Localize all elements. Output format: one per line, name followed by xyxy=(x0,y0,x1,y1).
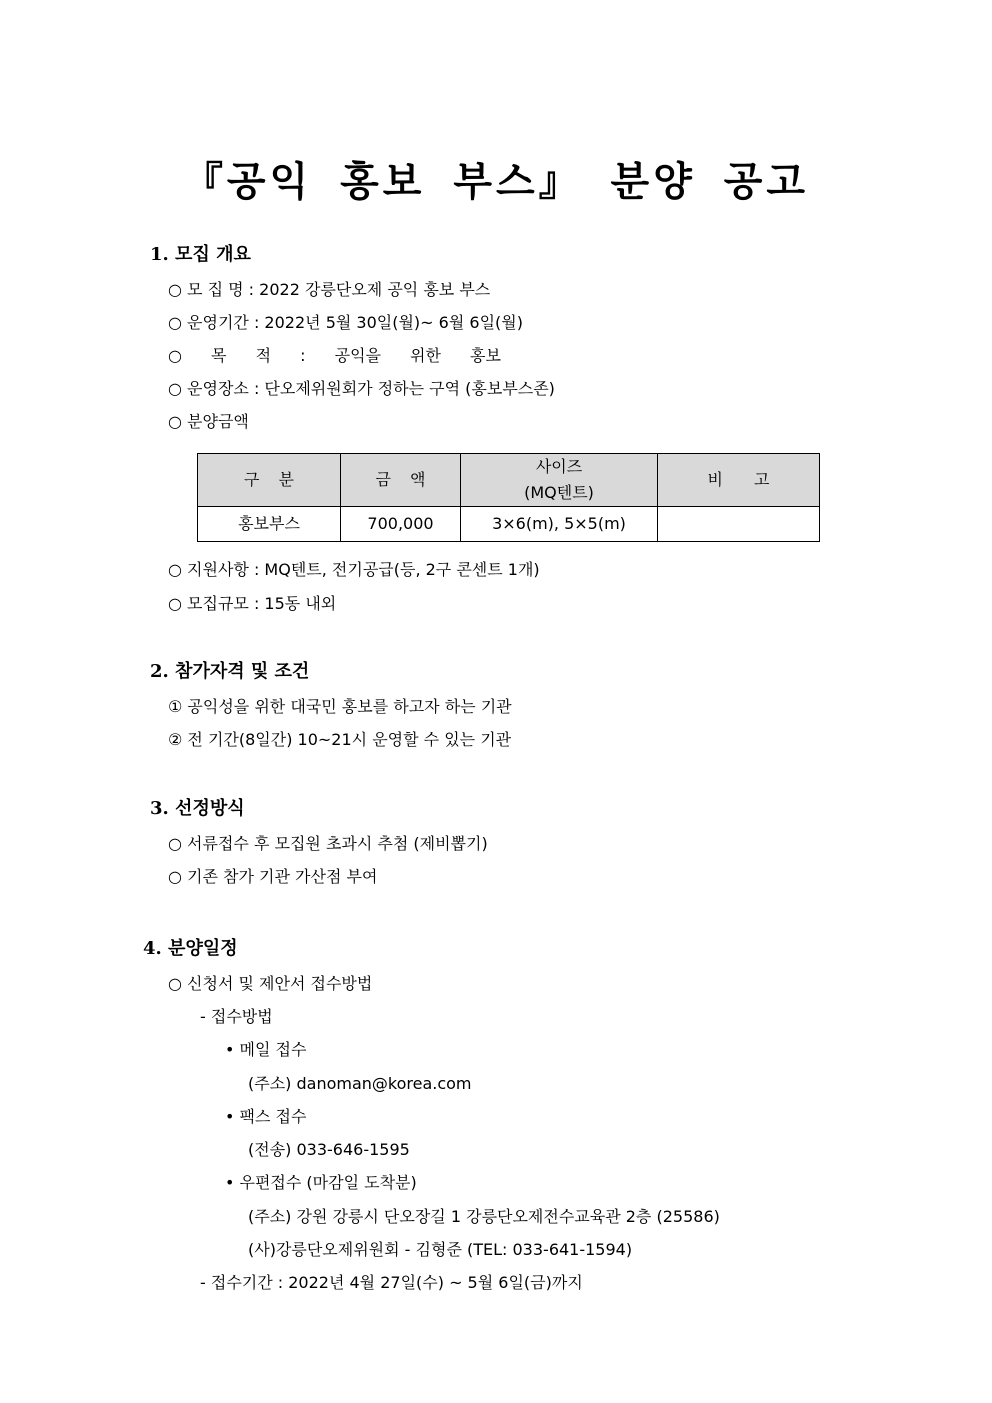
cell-amount: 700,000 xyxy=(341,507,461,542)
section-1-item-purpose: ○ 목 적 : 공익을 위한 홍보 xyxy=(168,346,501,365)
cell-category: 홍보부스 xyxy=(198,507,341,542)
section-1-item-period: ○ 운영기간 : 2022년 5월 30일(월)~ 6월 6일(월) xyxy=(168,313,523,332)
header-category: 구 분 xyxy=(198,454,341,507)
cell-remarks xyxy=(658,507,820,542)
section-4-post: • 우편접수 (마감일 도착분) xyxy=(225,1173,417,1192)
section-4-mail: • 메일 접수 xyxy=(225,1040,307,1059)
header-remarks: 비 고 xyxy=(658,454,820,507)
section-4-item-method: ○ 신청서 및 제안서 접수방법 xyxy=(168,974,373,993)
section-4-post-address: (주소) 강원 강릉시 단오장길 1 강릉단오제전수교육관 2층 (25586) xyxy=(248,1207,720,1226)
section-1-item-scale: ○ 모집규모 : 15동 내외 xyxy=(168,594,337,613)
section-4-post-contact: (사)강릉단오제위원회 - 김형준 (TEL: 033-641-1594) xyxy=(248,1240,633,1259)
header-amount: 금 액 xyxy=(341,454,461,507)
section-3-heading: 3. 선정방식 xyxy=(150,798,245,819)
section-4-heading: 4. 분양일정 xyxy=(143,938,238,959)
section-3-item-1: ○ 서류접수 후 모집원 초과시 추첨 (제비뽑기) xyxy=(168,834,488,853)
header-size-sub-label: (MQ텐트) xyxy=(524,483,594,502)
section-1-item-price: ○ 분양금액 xyxy=(168,412,249,431)
cell-size: 3×6(m), 5×5(m) xyxy=(461,507,658,542)
document-title: 『공익 홍보 부스』 분양 공고 xyxy=(182,158,810,205)
price-table-row xyxy=(198,507,820,542)
section-1-item-support: ○ 지원사항 : MQ텐트, 전기공급(등, 2구 콘센트 1개) xyxy=(168,560,540,579)
header-size-label: 사이즈 xyxy=(535,457,583,476)
section-3-item-2: ○ 기존 참가 기관 가산점 부여 xyxy=(168,867,378,886)
section-4-fax: • 팩스 접수 xyxy=(225,1107,307,1126)
section-1-heading: 1. 모집 개요 xyxy=(150,244,251,265)
section-4-sub-period: - 접수기간 : 2022년 4월 27일(수) ~ 5월 6일(금)까지 xyxy=(200,1273,583,1292)
section-1-item-name: ○ 모 집 명 : 2022 강릉단오제 공익 홍보 부스 xyxy=(168,280,491,299)
section-2-item-2: ② 전 기간(8일간) 10~21시 운영할 수 있는 기관 xyxy=(168,730,512,749)
section-1-item-location: ○ 운영장소 : 단오제위원회가 정하는 구역 (홍보부스존) xyxy=(168,379,555,398)
section-2-heading: 2. 참가자격 및 조건 xyxy=(150,661,310,682)
price-table-header-row xyxy=(198,454,820,507)
section-4-mail-address: (주소) danoman@korea.com xyxy=(248,1074,472,1093)
header-size xyxy=(461,454,658,507)
section-2-item-1: ① 공익성을 위한 대국민 홍보를 하고자 하는 기관 xyxy=(168,697,512,716)
price-table xyxy=(197,453,820,542)
section-4-fax-number: (전송) 033-646-1595 xyxy=(248,1140,410,1159)
section-4-sub-method: - 접수방법 xyxy=(200,1007,273,1026)
